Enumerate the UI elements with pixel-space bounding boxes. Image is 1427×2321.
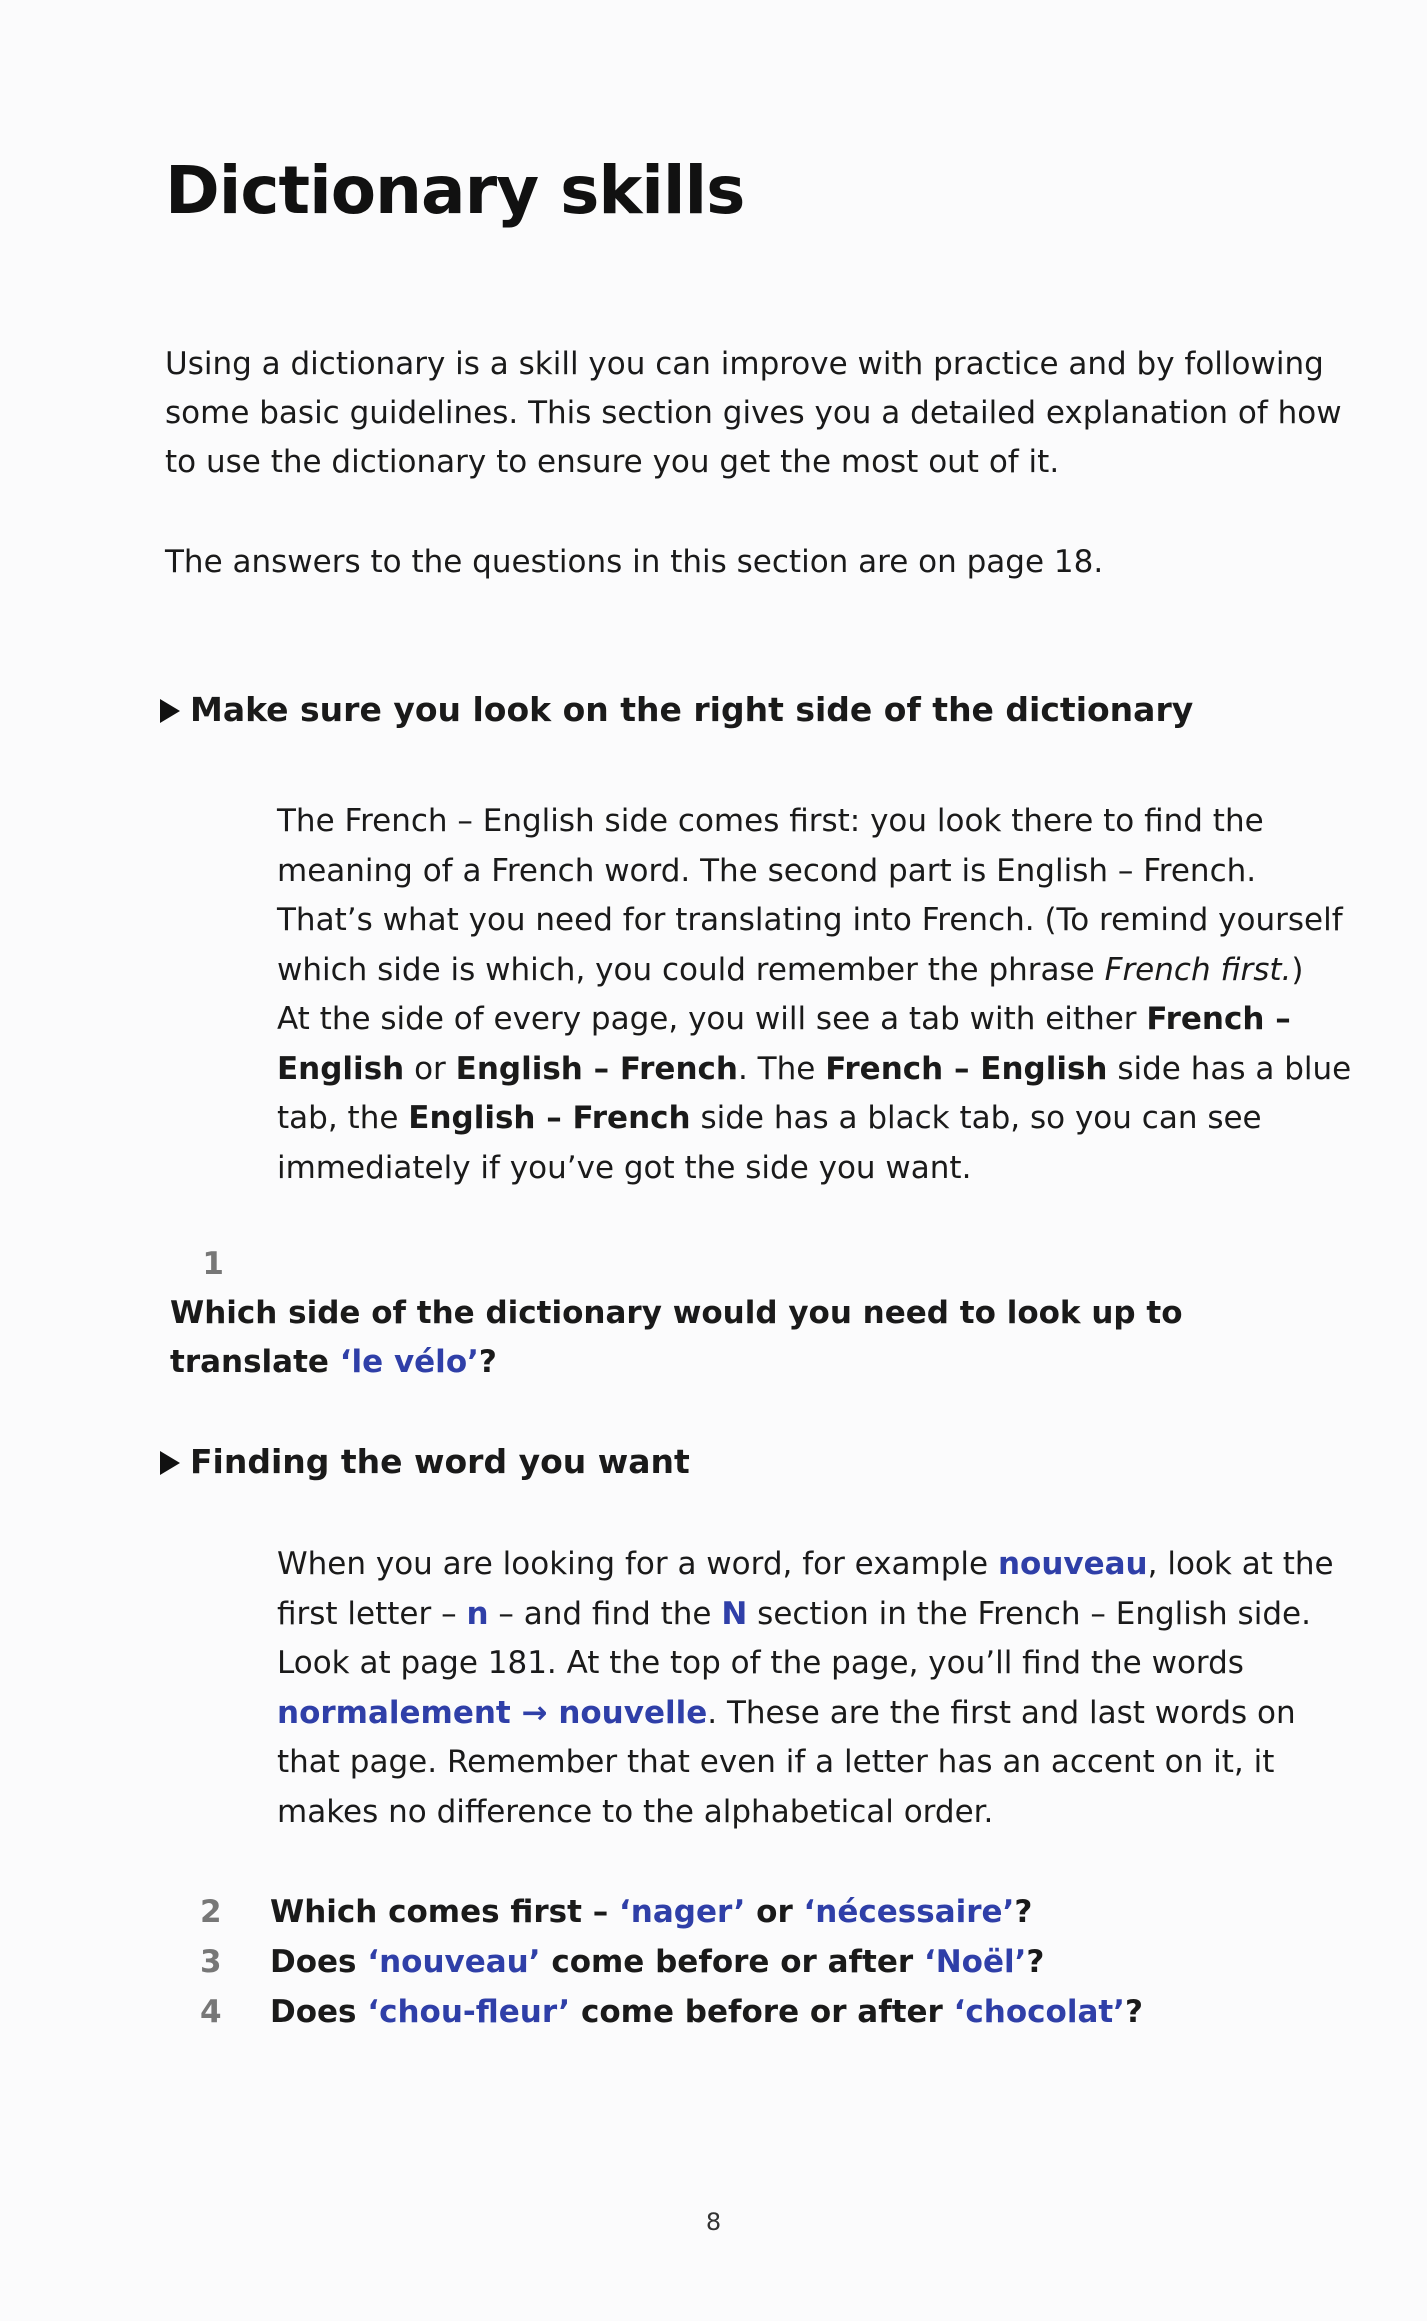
- example-word: nouveau: [997, 1546, 1148, 1582]
- section2-paragraph: [277, 1540, 1357, 1837]
- example-letter: N: [721, 1595, 748, 1632]
- text-fragment: . The: [737, 1050, 826, 1087]
- question-number: 3: [200, 1944, 222, 1980]
- text-fragment: When you are looking for a word, for example: [277, 1546, 998, 1582]
- intro-paragraph: Using a dictionary is a skill you can improve with practice and by following some basic guidelines. This section gives you a detailed explanation of how to use the dictionary to ensure you get the most out of it.: [165, 346, 1342, 480]
- text-fragment: come before or after: [570, 1994, 954, 2030]
- text-fragment: ?: [1014, 1894, 1033, 1930]
- text-fragment: , look at the first letter –: [277, 1546, 1334, 1632]
- bold-term: French – English: [277, 1001, 1291, 1087]
- text-fragment: At the side of every page, you will see a tab with either: [277, 1001, 1147, 1037]
- question-3: [200, 1938, 1340, 1987]
- text-fragment: ?: [478, 1344, 497, 1380]
- triangle-bullet-icon: [160, 699, 180, 723]
- page-title: Dictionary skills: [165, 152, 745, 229]
- section1-p1-text: The French – English side comes first: you look there to find the meaning of a French word. The second part is English – French. That’s what you need for translating into French. (To remind yourself which side is which, you could remember the phrase: [277, 803, 1343, 988]
- text-fragment: section in the French – English side. Look at page 181. At the top of the page, you’ll find the words: [277, 1595, 1311, 1681]
- text-fragment: – and find the: [488, 1595, 722, 1632]
- section-heading-finding-word: [160, 1440, 1360, 1484]
- question-number: 2: [200, 1894, 222, 1930]
- question-term: ‘nécessaire’: [803, 1894, 1015, 1930]
- question-1: [170, 1240, 1310, 1387]
- example-word: nouvelle: [558, 1694, 708, 1731]
- question-term: ‘nager’: [619, 1894, 746, 1930]
- answers-note: The answers to the questions in this section are on page 18.: [165, 544, 1104, 580]
- section1-p1-end: ): [1291, 951, 1304, 988]
- example-letter: n: [466, 1595, 489, 1632]
- question-term: ‘chocolat’: [953, 1994, 1125, 2030]
- text-fragment: come before or after: [540, 1944, 924, 1980]
- question-text: [170, 1289, 1260, 1387]
- section1-paragraph-2: [277, 995, 1357, 1193]
- question-term: ‘Noël’: [923, 1944, 1027, 1980]
- question-term: ‘le vélo’: [339, 1344, 479, 1380]
- section-heading-text: Finding the word you want: [190, 1442, 690, 1481]
- text-fragment: . These are the first and last words on that page. Remember that even if a letter has an accent on it, it makes no difference to the alphabetical order.: [277, 1694, 1296, 1830]
- text-fragment: Does: [270, 1994, 368, 2030]
- text-fragment: Which side of the dictionary would you need to look up to translate: [170, 1295, 1183, 1380]
- bold-term: English – French: [455, 1050, 738, 1087]
- question-2: [200, 1888, 1340, 1937]
- example-word: normalement: [277, 1694, 511, 1731]
- text-fragment: side has a blue tab, the: [277, 1050, 1352, 1136]
- question-number: 4: [200, 1994, 222, 2030]
- text-fragment: or: [745, 1894, 804, 1930]
- question-term: ‘nouveau’: [367, 1944, 541, 1980]
- text-fragment: or: [404, 1050, 456, 1087]
- section-heading-text: Make sure you look on the right side of the dictionary: [190, 690, 1194, 729]
- bold-term: French – English: [825, 1050, 1108, 1087]
- page-number: 8: [705, 2208, 722, 2236]
- arrow-icon: →: [510, 1694, 559, 1731]
- section1-p1-italic: French first.: [1104, 951, 1292, 988]
- text-fragment: ?: [1124, 1994, 1143, 2030]
- text-fragment: side has a black tab, so you can see immediately if you’ve got the side you want.: [277, 1100, 1262, 1186]
- text-fragment: Does: [270, 1944, 368, 1980]
- question-4: [200, 1988, 1340, 2037]
- text-fragment: Which comes first –: [270, 1894, 619, 1930]
- question-term: ‘chou-fleur’: [367, 1994, 571, 2030]
- triangle-bullet-icon: [160, 1451, 180, 1475]
- section1-paragraph-1: [277, 797, 1357, 995]
- bold-term: English – French: [408, 1100, 691, 1136]
- text-fragment: ?: [1026, 1944, 1045, 1980]
- question-number: 1: [202, 1246, 224, 1282]
- section-heading-right-side: [160, 688, 1360, 732]
